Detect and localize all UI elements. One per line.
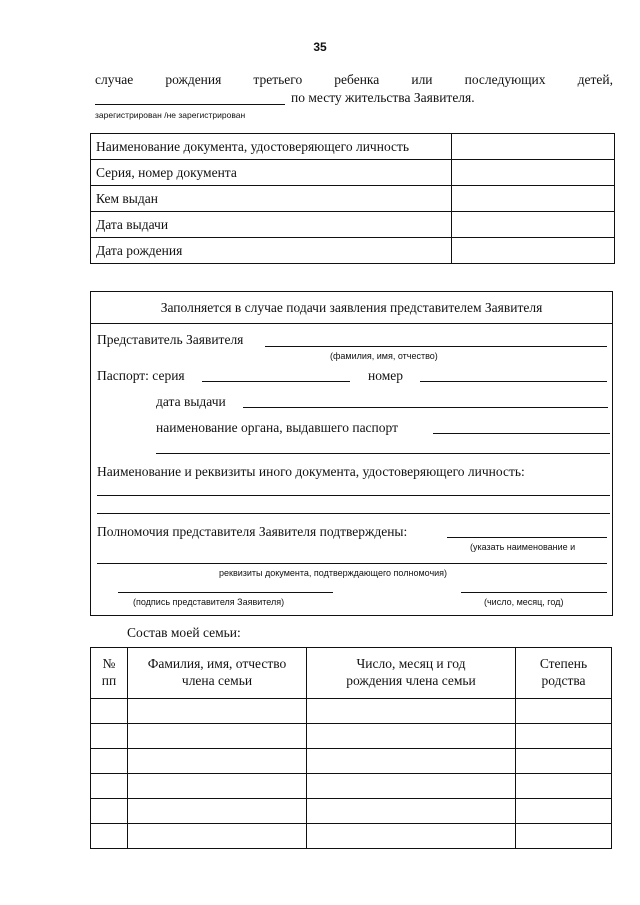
table-label-cell: Кем выдан	[91, 186, 452, 212]
table-cell[interactable]	[307, 824, 516, 849]
header-text: Фамилия, имя, отчество	[147, 656, 287, 672]
table-cell[interactable]	[128, 724, 307, 749]
table-cell[interactable]	[128, 824, 307, 849]
passport-series-label: Паспорт: серия	[97, 368, 185, 383]
table-row	[91, 824, 612, 849]
table-cell[interactable]	[91, 699, 128, 724]
representative-label: Представитель Заявителя	[97, 332, 244, 347]
authority-label: Полномочия представителя Заявителя подтверждены:	[97, 524, 408, 539]
intro-word: ребенка	[334, 72, 380, 87]
representative-name-field[interactable]	[265, 346, 607, 347]
header-text: члена семьи	[181, 673, 253, 688]
page-number: 35	[313, 40, 327, 54]
issue-date-label: дата выдачи	[156, 394, 226, 409]
table-row	[91, 160, 615, 186]
table-cell[interactable]	[91, 724, 128, 749]
table-cell[interactable]	[516, 699, 612, 724]
date-caption: (число, месяц, год)	[484, 597, 564, 607]
table-value-cell[interactable]	[452, 212, 615, 238]
header-text: рождения члена семьи	[346, 673, 476, 688]
issuer-field-continued[interactable]	[156, 453, 610, 454]
table-value-cell[interactable]	[452, 238, 615, 264]
passport-number-field[interactable]	[420, 381, 607, 382]
table-row	[91, 799, 612, 824]
table-cell[interactable]	[307, 799, 516, 824]
table-row	[91, 238, 615, 264]
table-cell[interactable]	[128, 774, 307, 799]
column-header-birthdate	[307, 648, 516, 699]
other-document-field-1[interactable]	[97, 495, 610, 496]
signature-field[interactable]	[118, 592, 333, 593]
header-text: пп	[101, 673, 117, 688]
table-row	[91, 724, 612, 749]
intro-line-1	[95, 72, 613, 88]
header-text: родства	[541, 673, 586, 688]
representative-header-divider	[90, 323, 613, 324]
registration-status-field[interactable]	[95, 104, 285, 105]
table-row	[91, 186, 615, 212]
authority-field-continued[interactable]	[97, 563, 607, 564]
table-cell[interactable]	[307, 749, 516, 774]
table-cell[interactable]	[91, 749, 128, 774]
intro-word: или	[411, 72, 433, 87]
intro-word: детей,	[577, 72, 613, 87]
table-cell[interactable]	[516, 774, 612, 799]
other-document-field-2[interactable]	[97, 513, 610, 514]
issue-date-field[interactable]	[243, 407, 608, 408]
authority-field[interactable]	[447, 537, 607, 538]
table-value-cell[interactable]	[452, 186, 615, 212]
table-row	[91, 699, 612, 724]
table-cell[interactable]	[128, 749, 307, 774]
table-cell[interactable]	[516, 749, 612, 774]
table-cell[interactable]	[516, 824, 612, 849]
table-value-cell[interactable]	[452, 134, 615, 160]
other-document-label: Наименование и реквизиты иного документа, удостоверяющего личность:	[97, 464, 525, 479]
table-row	[91, 212, 615, 238]
intro-word: случае	[95, 72, 134, 87]
authority-caption-1: (указать наименование и	[470, 542, 576, 552]
family-title: Состав моей семьи:	[127, 625, 241, 640]
table-cell[interactable]	[307, 774, 516, 799]
authority-caption-2: реквизиты документа, подтверждающего полномочия)	[219, 568, 448, 578]
registration-caption: зарегистрирован /не зарегистрирован	[95, 110, 246, 120]
identity-document-table	[90, 133, 615, 264]
table-label-cell: Серия, номер документа	[91, 160, 452, 186]
header-text: №	[102, 656, 116, 672]
date-field[interactable]	[461, 592, 607, 593]
table-header-row	[91, 648, 612, 699]
column-header-number	[91, 648, 128, 699]
intro-word: рождения	[165, 72, 222, 87]
column-header-name	[128, 648, 307, 699]
table-label-cell: Наименование документа, удостоверяющего личность	[91, 134, 452, 160]
issuer-field[interactable]	[433, 433, 610, 434]
table-cell[interactable]	[516, 799, 612, 824]
intro-line-2: по месту жительства Заявителя.	[291, 90, 475, 105]
signature-caption: (подпись представителя Заявителя)	[133, 597, 285, 607]
table-label-cell: Дата рождения	[91, 238, 452, 264]
passport-number-label: номер	[368, 368, 404, 383]
intro-word: последующих	[464, 72, 546, 87]
table-value-cell[interactable]	[452, 160, 615, 186]
table-cell[interactable]	[91, 799, 128, 824]
table-cell[interactable]	[128, 699, 307, 724]
table-cell[interactable]	[91, 774, 128, 799]
table-cell[interactable]	[307, 699, 516, 724]
passport-series-field[interactable]	[202, 381, 350, 382]
table-row	[91, 134, 615, 160]
header-text: Степень	[539, 656, 588, 672]
family-table	[90, 647, 612, 849]
table-label-cell: Дата выдачи	[91, 212, 452, 238]
table-cell[interactable]	[128, 799, 307, 824]
table-row	[91, 749, 612, 774]
representative-name-caption: (фамилия, имя, отчество)	[330, 351, 438, 361]
header-text: Число, месяц и год	[356, 656, 466, 672]
intro-word: третьего	[253, 72, 303, 87]
table-row	[91, 774, 612, 799]
table-cell[interactable]	[91, 824, 128, 849]
representative-header: Заполняется в случае подачи заявления представителем Заявителя	[160, 300, 543, 315]
issuer-label: наименование органа, выдавшего паспорт	[156, 420, 398, 435]
table-cell[interactable]	[307, 724, 516, 749]
table-cell[interactable]	[516, 724, 612, 749]
column-header-relation	[516, 648, 612, 699]
